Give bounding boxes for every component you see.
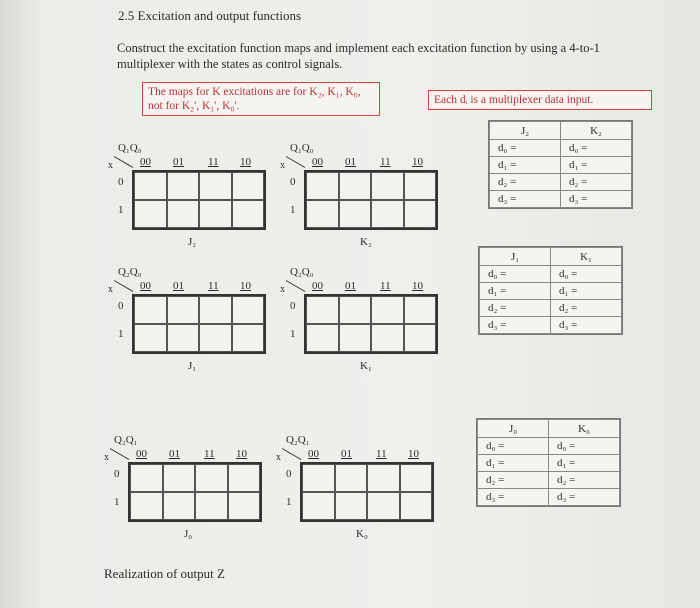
kmap-cell[interactable] <box>199 324 232 352</box>
kmap-cell[interactable] <box>134 324 167 352</box>
kmap-cell[interactable] <box>167 172 200 200</box>
kmap-cell[interactable] <box>232 296 265 324</box>
mux-input-right[interactable]: d₂ = <box>561 174 632 191</box>
mux-table-2 <box>488 120 633 209</box>
kmap-cell[interactable] <box>306 296 339 324</box>
kmap-column-header: 10 <box>240 280 251 292</box>
kmap-cell[interactable] <box>404 172 437 200</box>
kmap-cell[interactable] <box>367 464 400 492</box>
kmap-title: K₀ <box>356 528 368 540</box>
mux-input-right[interactable]: d₀ = <box>549 438 620 455</box>
kmap-x-label: x <box>108 160 113 171</box>
mux-input-left[interactable]: d₃ = <box>478 489 549 506</box>
kmap-column-header: 10 <box>412 280 423 292</box>
kmap-row-label: 0 <box>290 300 296 312</box>
note-k-maps: The maps for K excitations are for K₂, K₁, K₀, not for K₂', K₁', K₀'. <box>142 82 380 116</box>
kmap-variables: Q₁Q₀ <box>118 142 142 154</box>
kmap-title: K₂ <box>360 236 372 248</box>
kmap-cell[interactable] <box>339 172 372 200</box>
kmap-diagonal <box>110 448 130 460</box>
kmap-column-header: 11 <box>376 448 387 460</box>
kmap-cell[interactable] <box>163 464 196 492</box>
kmap-row-label: 0 <box>286 468 292 480</box>
kmap-grid <box>132 294 266 354</box>
mux-input-left[interactable]: d₃ = <box>490 191 561 208</box>
kmap-diagonal <box>114 280 134 292</box>
kmap-column-header: 11 <box>380 280 391 292</box>
mux-input-right[interactable]: d₁ = <box>561 157 632 174</box>
kmap-cell[interactable] <box>367 492 400 520</box>
kmap-diagonal <box>286 156 306 168</box>
kmap-cell[interactable] <box>371 324 404 352</box>
kmap-x-label: x <box>108 284 113 295</box>
kmap-x-label: x <box>104 452 109 463</box>
kmap-cell[interactable] <box>371 172 404 200</box>
kmap-cell[interactable] <box>199 296 232 324</box>
kmap-cell[interactable] <box>134 172 167 200</box>
kmap-j0 <box>104 430 274 542</box>
kmap-grid <box>304 170 438 230</box>
kmap-cell[interactable] <box>195 492 228 520</box>
mux-left-header: J₁ <box>480 248 551 266</box>
mux-right-header: K₂ <box>561 122 632 140</box>
kmap-variables: Q₂Q₁ <box>286 434 310 446</box>
kmap-column-header: 11 <box>208 156 219 168</box>
kmap-cell[interactable] <box>167 296 200 324</box>
mux-input-right[interactable]: d₂ = <box>551 300 622 317</box>
kmap-cell[interactable] <box>228 464 261 492</box>
kmap-column-header: 10 <box>240 156 251 168</box>
mux-input-left[interactable]: d₁ = <box>478 455 549 472</box>
kmap-cell[interactable] <box>302 492 335 520</box>
kmap-cell[interactable] <box>339 296 372 324</box>
kmap-cell[interactable] <box>371 200 404 228</box>
kmap-cell[interactable] <box>134 200 167 228</box>
kmap-cell[interactable] <box>404 324 437 352</box>
kmap-grid <box>300 462 434 522</box>
kmap-column-header: 01 <box>173 280 184 292</box>
kmap-row-label: 1 <box>118 328 124 340</box>
kmap-row-label: 0 <box>118 176 124 188</box>
kmap-cell[interactable] <box>163 492 196 520</box>
kmap-cell[interactable] <box>195 464 228 492</box>
mux-input-left[interactable]: d₂ = <box>478 472 549 489</box>
kmap-column-header: 01 <box>345 156 356 168</box>
kmap-column-header: 00 <box>312 280 323 292</box>
kmap-column-header: 11 <box>204 448 215 460</box>
kmap-column-header: 00 <box>140 280 151 292</box>
kmap-j1 <box>108 262 278 374</box>
mux-input-right[interactable]: d₃ = <box>551 317 622 334</box>
kmap-column-header: 10 <box>412 156 423 168</box>
mux-table-0 <box>476 418 621 507</box>
kmap-row-label: 1 <box>290 204 296 216</box>
kmap-x-label: x <box>276 452 281 463</box>
kmap-grid <box>304 294 438 354</box>
mux-input-right[interactable]: d₂ = <box>549 472 620 489</box>
kmap-title: K₁ <box>360 360 372 372</box>
kmap-row-label: 0 <box>114 468 120 480</box>
kmap-title: J₂ <box>188 236 197 248</box>
kmap-row-label: 1 <box>118 204 124 216</box>
kmap-column-header: 11 <box>208 280 219 292</box>
kmap-cell[interactable] <box>306 324 339 352</box>
kmap-grid <box>132 170 266 230</box>
kmap-variables: Q₂Q₀ <box>118 266 142 278</box>
mux-left-header: J₂ <box>490 122 561 140</box>
kmap-cell[interactable] <box>404 200 437 228</box>
kmap-diagonal <box>282 448 302 460</box>
mux-table-1 <box>478 246 623 335</box>
kmap-variables: Q₂Q₀ <box>290 266 314 278</box>
mux-input-right[interactable]: d₁ = <box>551 283 622 300</box>
kmap-diagonal <box>286 280 306 292</box>
section-title: 2.5 Excitation and output functions <box>118 8 302 23</box>
mux-input-right[interactable]: d₀ = <box>561 140 632 157</box>
mux-input-right[interactable]: d₃ = <box>549 489 620 506</box>
instructions-text: Construct the excitation function maps and implement each excitation function by using a 4-to-1 multiplexer with the states as control signals. <box>117 41 600 71</box>
kmap-row-label: 1 <box>290 328 296 340</box>
kmap-cell[interactable] <box>232 200 265 228</box>
kmap-cell[interactable] <box>199 172 232 200</box>
mux-input-right[interactable]: d₃ = <box>561 191 632 208</box>
kmap-cell[interactable] <box>199 200 232 228</box>
kmap-cell[interactable] <box>400 464 433 492</box>
kmap-column-header: 01 <box>341 448 352 460</box>
kmap-cell[interactable] <box>302 464 335 492</box>
kmap-column-header: 00 <box>312 156 323 168</box>
kmap-cell[interactable] <box>339 324 372 352</box>
kmap-row-label: 1 <box>286 496 292 508</box>
kmap-column-header: 11 <box>380 156 391 168</box>
mux-input-left[interactable]: d₀ = <box>480 266 551 283</box>
kmap-column-header: 00 <box>136 448 147 460</box>
kmap-cell[interactable] <box>339 200 372 228</box>
kmap-title: J₀ <box>184 528 193 540</box>
mux-input-left[interactable]: d₃ = <box>480 317 551 334</box>
kmap-row-label: 0 <box>290 176 296 188</box>
mux-right-header: K₁ <box>551 248 622 266</box>
kmap-column-header: 01 <box>173 156 184 168</box>
kmap-cell[interactable] <box>167 200 200 228</box>
kmap-column-header: 00 <box>140 156 151 168</box>
kmap-column-header: 01 <box>345 280 356 292</box>
mux-input-left[interactable]: d₀ = <box>478 438 549 455</box>
kmap-column-header: 00 <box>308 448 319 460</box>
kmap-j2 <box>108 138 278 250</box>
kmap-cell[interactable] <box>306 200 339 228</box>
kmap-diagonal <box>114 156 134 168</box>
kmap-cell[interactable] <box>130 464 163 492</box>
kmap-cell[interactable] <box>371 296 404 324</box>
kmap-variables: Q₂Q₁ <box>114 434 138 446</box>
kmap-row-label: 1 <box>114 496 120 508</box>
kmap-cell[interactable] <box>335 464 368 492</box>
mux-input-left[interactable]: d₀ = <box>490 140 561 157</box>
mux-input-left[interactable]: d₁ = <box>480 283 551 300</box>
kmap-cell[interactable] <box>130 492 163 520</box>
mux-input-left[interactable]: d₂ = <box>490 174 561 191</box>
mux-input-left[interactable]: d₁ = <box>490 157 561 174</box>
kmap-x-label: x <box>280 284 285 295</box>
kmap-cell[interactable] <box>335 492 368 520</box>
kmap-k1 <box>280 262 450 374</box>
kmap-variables: Q₁Q₀ <box>290 142 314 154</box>
mux-left-header: J₀ <box>478 420 549 438</box>
kmap-cell[interactable] <box>306 172 339 200</box>
kmap-row-label: 0 <box>118 300 124 312</box>
kmap-grid <box>128 462 262 522</box>
mux-input-right[interactable]: d₀ = <box>551 266 622 283</box>
kmap-cell[interactable] <box>404 296 437 324</box>
kmap-k0 <box>276 430 446 542</box>
note-mux-inputs: Each dᵢ is a multiplexer data input. <box>428 90 652 110</box>
mux-input-right[interactable]: d₁ = <box>549 455 620 472</box>
kmap-cell[interactable] <box>232 172 265 200</box>
mux-input-left[interactable]: d₂ = <box>480 300 551 317</box>
kmap-cell[interactable] <box>228 492 261 520</box>
kmap-cell[interactable] <box>400 492 433 520</box>
kmap-column-header: 10 <box>408 448 419 460</box>
realization-label: Realization of output Z <box>104 566 225 581</box>
mux-right-header: K₀ <box>549 420 620 438</box>
kmap-x-label: x <box>280 160 285 171</box>
kmap-k2 <box>280 138 450 250</box>
kmap-cell[interactable] <box>167 324 200 352</box>
kmap-title: J₁ <box>188 360 197 372</box>
kmap-cell[interactable] <box>232 324 265 352</box>
kmap-cell[interactable] <box>134 296 167 324</box>
kmap-column-header: 01 <box>169 448 180 460</box>
kmap-column-header: 10 <box>236 448 247 460</box>
